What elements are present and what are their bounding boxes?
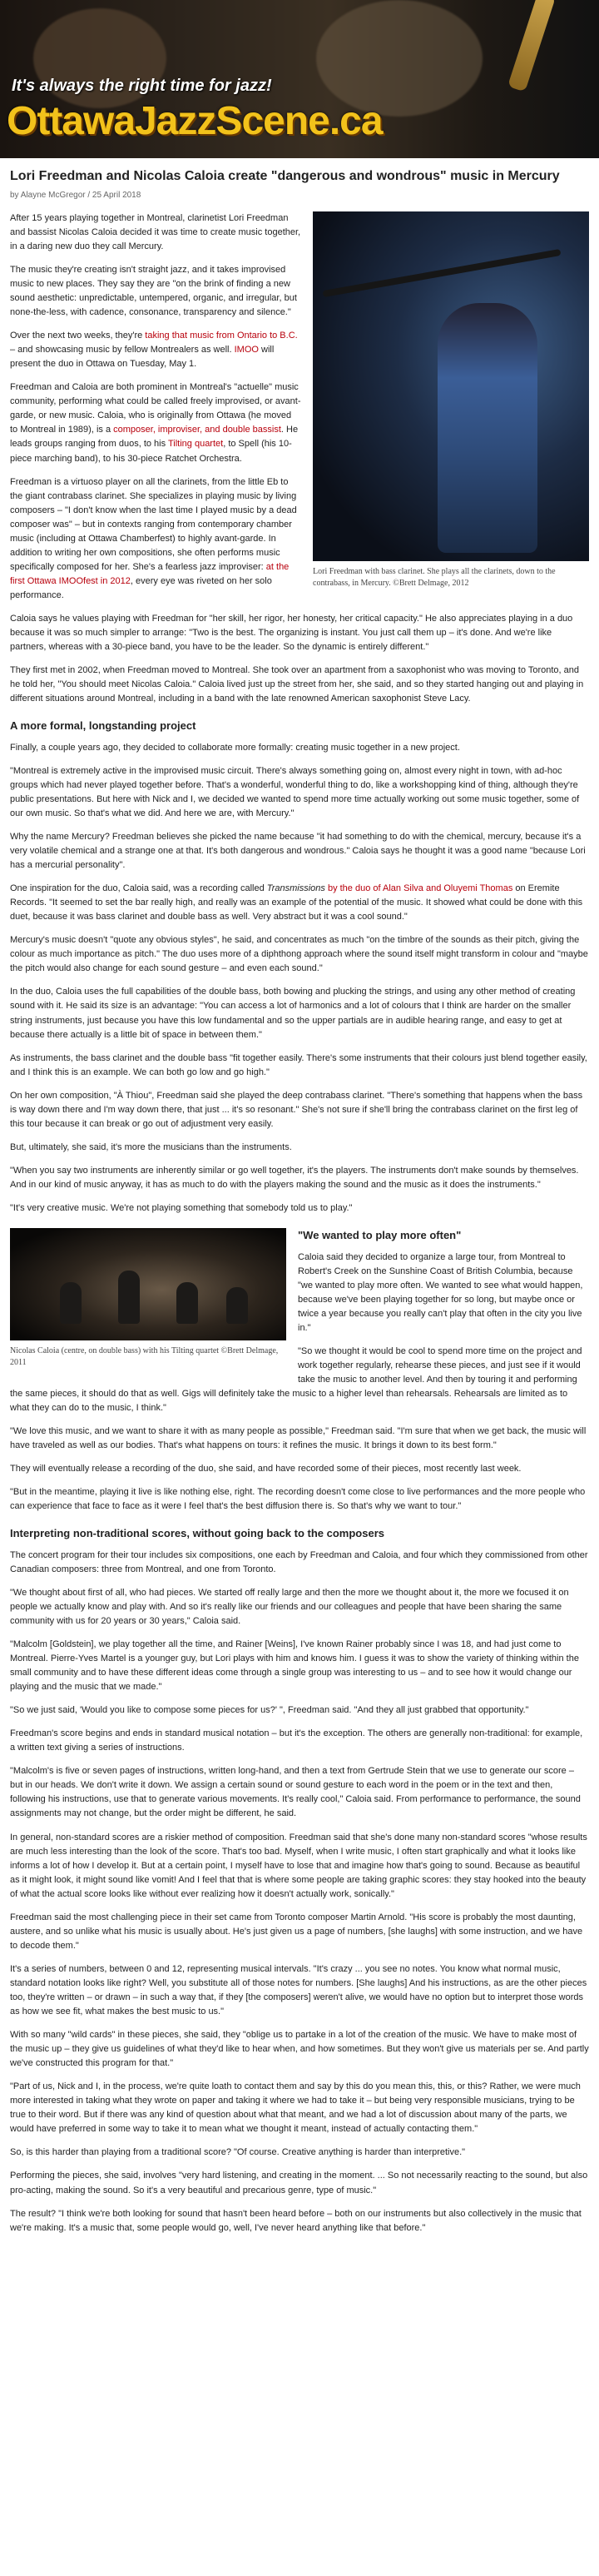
article-title: Lori Freedman and Nicolas Caloia create "dangerous and wondrous" music in Mercury xyxy=(10,169,560,183)
paragraph: Caloia said they decided to organize a large tour, from Montreal to Robert's Creek on the Sunshine Coast of British Columbia, because "we wanted to play more often. We wanted to see what would happen, because we've been playing together for so long, but maybe once or twice a year because you really can't play that often in the city you live in." xyxy=(298,1251,583,1333)
paragraph: Caloia says he values playing with Freedman for "her skill, her rigor, her honesty, her critical capacity." He also appreciates playing in a duo because it was so much simpler to arrange: "Two is the best. The organizing is instant. You just call them up – it's done. And we're like partners, whereas with a 30-piece band, you have to be the leader. So the dynamic is entirely different." xyxy=(10,613,573,653)
paragraph: "Montreal is extremely active in the improvised music circuit. There's always something going on, almost every night in town, with ad-hoc groups which had never played together before. That's a wonderful, wonderful thing to do, like a workshopping kind of thing, although they're public presentations. But here with Nick and I, we decided we wanted to spend more time actually working out some music together, some of our own music. So that's what we did. And here we are, with Mercury." xyxy=(10,765,580,818)
paragraph: "But in the meantime, playing it live is like nothing else, right. The recording doesn't come close to live performances and the more people who can experience that face to face as it were I feel that's the best diffusion there is. So that's why we want to tour." xyxy=(10,1487,586,1512)
tilting-quartet-link[interactable]: Tilting quartet xyxy=(167,439,224,450)
paragraph: "It's very creative music. We're not playing something that somebody told us to play." xyxy=(10,1202,353,1213)
site-logo[interactable]: OttawaJazzScene.ca xyxy=(7,99,383,143)
musician-shape xyxy=(226,1287,248,1324)
tour-link[interactable]: taking that music from Ontario to B.C. xyxy=(145,331,298,341)
paragraph: One inspiration for the duo, Caloia said, was a recording called Transmissions by the duo of Alan Silva and Oluyemi Thomas on Eremite Records. "It seemed to set the bar really high, and really was an example of the potential of the music. It showed what could be done with this duet, because it was bass clarinet and double bass as well. Very abstract but it was a cool sound." xyxy=(10,883,583,922)
paragraph: They first met in 2002, when Freedman moved to Montreal. She took over an apartment from a saxophonist who was moving to Toronto, and he told her, "You should meet Nicolas Caloia." Caloia lived just up the street from her, she said, and so they started hanging out and playing in different situations around Montreal, including in a band with the late renowned American saxophonist Steve Lacy. xyxy=(10,665,584,704)
figure-lori-freedman xyxy=(313,211,589,589)
paragraph: But, ultimately, she said, it's more the musicians than the instruments. xyxy=(10,1141,292,1152)
photo-lori-freedman-clarinet[interactable] xyxy=(313,211,589,561)
performer-shape xyxy=(438,303,537,553)
paragraph: "When you say two instruments are inherently similar or go well together, it's the players. The instruments don't make sounds by themselves. And in our kind of music anyway, it has as much to do with the players making the sound and the music as it does the instruments." xyxy=(10,1165,579,1190)
musician-shape xyxy=(118,1271,140,1324)
paragraph: Freedman said the most challenging piece in their set came from Toronto composer Martin Arnold. "His score is probably the most daunting, austere, and so unlike what his music is usually about. He's just given us a page of numbers, [she laughs] with some instruction, and we have to decode them." xyxy=(10,1912,583,1951)
paragraph: "Part of us, Nick and I, in the process, we're quite loath to contact them and say by this do you mean this, this, or this? Rather, we were much more interested in taking what they wrote on paper and taking it where we had to take it – but being very responsible musicians, trying to be true to their word. But if there was any kind of question about what that meant, and we had a lot of discussion about many of the parts, we would have preferred in some way to take it to mean what we thought it meant, instead of actually contacting them." xyxy=(10,2081,581,2135)
paragraph: In the duo, Caloia uses the full capabilities of the double bass, both bowing and plucking the strings, and using any other method of creating sound with it. He said its size is an advantage: "You can access a lot of harmonics and a lot of colours that I think are harder on the smaller string instruments, just because you have this low fundamental and so the upper partials are in audible hearing range, and easy to get at because there actually is a little bit of space in between them." xyxy=(10,987,576,1040)
section-heading: "We wanted to play more often" xyxy=(298,1229,462,1242)
paragraph: "We love this music, and we want to share it with as many people as possible," Freedman said. "I'm sure that when we get back, the music will have traveled as well as our bodies. That's what happens on tours: it refines the music. It brings it down to its best form." xyxy=(10,1426,587,1451)
paragraph: "Malcolm's is five or seven pages of instructions, written long-hand, and then a text from Gertrude Stein that we use to generate our score – but in our heads. We don't write it down. We assign a certain sound or sound gesture to each word in the poem or in the text and then, following his instructions, use that to generate various movements. It's really cool," Caloia said. From performance to performance, the sound assignments may not change, but the order might be different, he said. xyxy=(10,1766,581,1819)
article xyxy=(0,158,599,2261)
paragraph: With so many "wild cards" in these pieces, she said, they "oblige us to partake in a lot of the creation of the music. We have to make most of the music up – they give us guidelines of what they'd like to hear when, and how sometimes. But they won't give us materials per se. And partly we've constructed this program for that." xyxy=(10,2030,589,2069)
paragraph: Freedman is a virtuoso player on all the clarinets, from the little Eb to the giant contrabass clarinet. She specializes in playing music by living composers – "I don't know when the last time I played music by a dead composer was" – but in contexts ranging from contemporary chamber music (including at Ottawa Chamberfest) to highly avant-garde. In addition to writing her own compositions, she often performs music specifically composed for her. She's a fearless jazz improviser: at the first Ottawa IMOOfest in 2012, every eye was riveted on her solo performance. xyxy=(10,476,297,600)
paragraph: The concert program for their tour includes six compositions, one each by Freedman and Caloia, and four which they commissioned from other Canadian composers: three from Montreal, and one from Toronto. xyxy=(10,1549,588,1574)
musician-shape xyxy=(60,1282,82,1324)
section-heading: A more formal, longstanding project xyxy=(10,719,196,733)
paragraph: The result? "I think we're both looking for sound that hasn't been heard before – both on our instruments but also collectively in the music that we're making. It's a music that, some people would go, well, I've never heard anything like that before." xyxy=(10,2208,582,2233)
section-heading: Interpreting non-traditional scores, without going back to the composers xyxy=(10,1527,384,1540)
imoo-link[interactable]: IMOO xyxy=(234,345,259,356)
imoofest-link[interactable]: at the first Ottawa IMOOfest in 2012 xyxy=(10,561,290,586)
figure-nicolas-caloia xyxy=(10,1228,286,1369)
photo-caption: Lori Freedman with bass clarinet. She plays all the clarinets, down to the contrabass, in Mercury. ©Brett Delmage, 2012 xyxy=(313,566,556,588)
paragraph: Over the next two weeks, they're taking that music from Ontario to B.C. – and showcasing music by fellow Montrealers as well. IMOO will present the duo in Ottawa on Tuesday, May 1. xyxy=(10,331,298,370)
photo-caption: Nicolas Caloia (centre, on double bass) with his Tilting quartet ©Brett Delmage, 2011 xyxy=(10,1346,279,1368)
paragraph: "So we thought it would be cool to spend more time on the project and work together regularly, rehearse these pieces, and just see if it would take the music to another level. And then by touring it and performing the same pieces, it should do that as well. Gigs will definitely take the music to a higher level than rehearsals. Rehearsals are limited as to what they can do to the music, I think." xyxy=(10,1345,582,1413)
musician-shape xyxy=(176,1282,198,1324)
paragraph: They will eventually release a recording of the duo, she said, and have recorded some of their pieces, most recently last week. xyxy=(10,1464,522,1474)
paragraph: It's a series of numbers, between 0 and 12, representing musical intervals. "It's crazy ... you see no notes. You know what normal music, standard notation looks like right? Well, you substitute all of those notes for numbers. [She laughs] And his instructions, as are the other pieces too, they're written – or drawn – in such a way that, if they [the composers] weren't alive, we would have no option but to interpret those words as how we see fit, what makes the best music to us." xyxy=(10,1963,587,2017)
paragraph: Freedman's score begins and ends in standard musical notation – but it's the exception. The others are generally non-traditional: for example, a written text giving a series of instructions. xyxy=(10,1728,583,1753)
caloia-link[interactable]: composer, improviser, and double bassist xyxy=(113,425,281,435)
site-banner[interactable] xyxy=(0,0,599,158)
saxophone-image xyxy=(507,0,556,92)
banner-tagline: It's always the right time for jazz! xyxy=(12,77,272,95)
paragraph: Finally, a couple years ago, they decided to collaborate more formally: creating music together in a new project. xyxy=(10,742,460,753)
paragraph: "We thought about first of all, who had pieces. We started off really large and then the more we thought about it, the more we focused it on people we actually know and play with. And so it's really like our friends and our colleagues and people that have been sharing the same community with us for 20 years or 30 years," Caloia said. xyxy=(10,1587,569,1626)
paragraph: Mercury's music doesn't "quote any obvious styles", he said, and concentrates as much "on the timbre of the sounds as their pitch, giving the colour as much importance as pitch." The duo uses more of a diphthong approach where the sound itself might transform in colour and "maybe the pitch would also change for each sound gesture – and even each sound." xyxy=(10,935,588,974)
paragraph: The music they're creating isn't straight jazz, and it takes improvised music to new places. They say they are "on the brink of finding a new sound aesthetic: unpredictable, untempered, organic, and irregular, but none-the-less, with cadence, consonance, transparency and silence." xyxy=(10,264,297,318)
clarinet-shape xyxy=(323,249,562,297)
paragraph: Freedman and Caloia are both prominent in Montreal's "actuelle" music community, performing what could be called freely improvised, or avant-garde, or new music. Caloia, who is originally from Ottawa (he moved to Montreal in 1989), is a composer, improviser, and double bassist. He leads groups ranging from duos, to his Tilting quartet, to Spell (his 10-piece marching band), to his 30-piece Ratchet Orchestra. xyxy=(10,382,301,464)
paragraph: "So we just said, 'Would you like to compose some pieces for us?' ", Freedman said. "And they all just grabbed that opportunity." xyxy=(10,1705,529,1716)
paragraph: So, is this harder than playing from a traditional score? "Of course. Creative anything is harder than interpretive." xyxy=(10,2147,466,2158)
silva-thomas-link[interactable]: by the duo of Alan Silva and Oluyemi Thomas xyxy=(324,883,513,894)
paragraph: After 15 years playing together in Montreal, clarinetist Lori Freedman and bassist Nicolas Caloia decided it was time to create music together, in a daring new duo they call Mercury. xyxy=(10,212,301,251)
paragraph: Why the name Mercury? Freedman believes she picked the name because "it had something to do with the chemical, mercury, because it's a very volatile chemical and a strange one at that. It's both dangerous and wondrous." Caloia says he thought it was a good name "because Lori has a mercurial personality". xyxy=(10,831,586,871)
paragraph: As instruments, the bass clarinet and the double bass "fit together easily. There's some instruments that their colours just blend together easily, and I think this is an example. We can both go low and go high." xyxy=(10,1052,587,1077)
photo-tilting-quartet[interactable] xyxy=(10,1228,286,1340)
article-byline: by Alayne McGregor / 25 April 2018 xyxy=(10,190,141,200)
paragraph: In general, non-standard scores are a riskier method of composition. Freedman said that she's done many non-standard scores "whose results are much less interesting than the look of the score. That's too bad. Myself, when I write music, I often start graphically and what it looks like informs a lot of how I develop it. But at a certain point, I myself have to lose that and imagine how that's going to sound. Because as beautiful as it might look, it might sound like vomit! And I feel that that is where some people are taking graphic scores: they stay hooked into the beauty of what the actual score looks like without ever realizing how it doesn't actually work, sonically." xyxy=(10,1832,587,1899)
paragraph: Performing the pieces, she said, involves "very hard listening, and creating in the moment. ... So not necessarily reacting to the sound, but also pro-acting, making the sound. So it's a very beautiful and precarious genre, type of music." xyxy=(10,2171,588,2196)
paragraph: On her own composition, "À Thiou", Freedman said she played the deep contrabass clarinet. "There's something that happens when the bass is way down there and I'm way down there, that just ... it's so resonant." She's not sure if she'll bring the contrabass clarinet on the first leg of this tour because it can break or go out of adjustment very easily. xyxy=(10,1090,583,1129)
album-title: Transmissions xyxy=(266,883,325,894)
paragraph: "Malcolm [Goldstein], we play together all the time, and Rainer [Weins], I've known Rainer probably since I was 18, and had just come to Montreal. Pierre-Yves Martel is a younger guy, but Lori plays with him and knows him. I guess it was to show the variety of thinking within the small community and to have these different ideas come through a single group was interesting to us – and to see how it would change our playing and the music that we made." xyxy=(10,1639,579,1693)
